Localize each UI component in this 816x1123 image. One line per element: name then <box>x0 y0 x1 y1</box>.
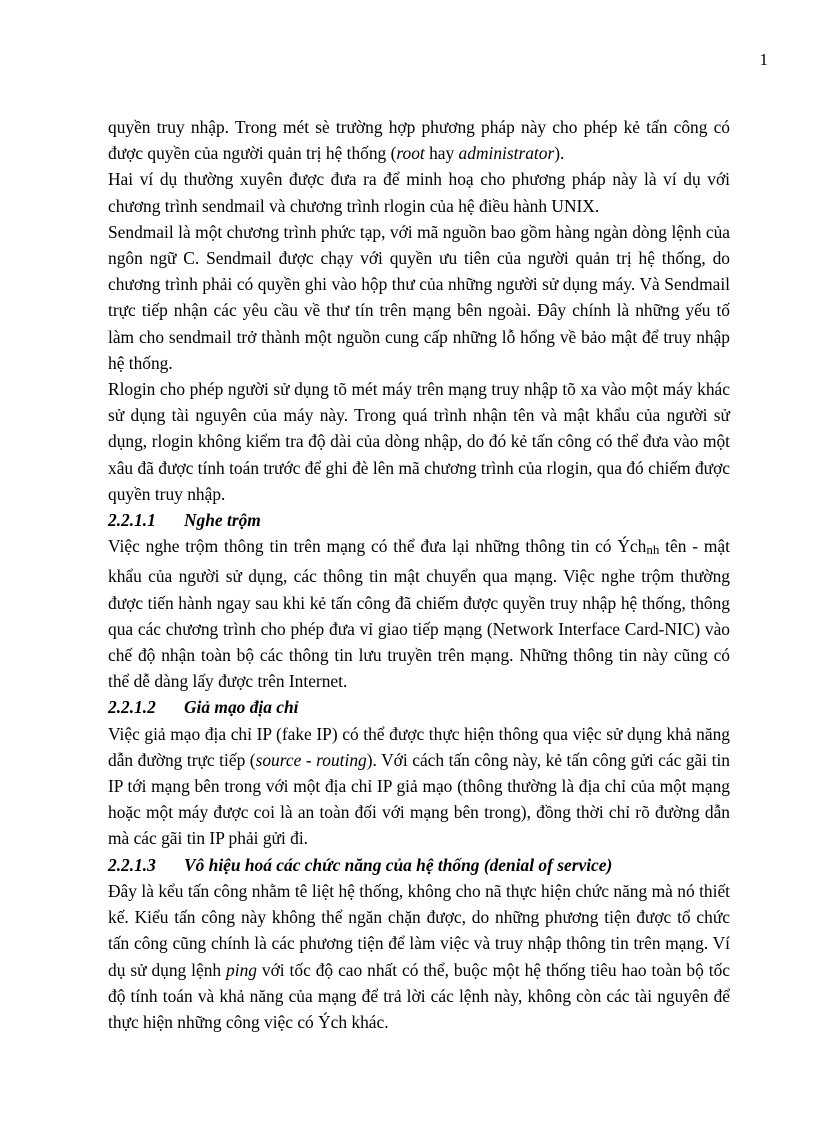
section-number: 2.2.1.1 <box>108 510 156 531</box>
text-run: tên - mật khẩu của người sử dụng, các thông tin mật chuyển qua mạng. Việc nghe trộm thường được tiến hành ngay sau khi kẻ tấn công đã chiếm được quyền truy nhập hệ thống, thông qua các chương trình cho phép đưa vỉ giao tiếp mạng (Network Interface Card-NIC) vào chế độ nhận toàn bộ các thông tin lưu truyền trên mạng. Những thông tin này cũng có thể dễ dàng lấy được trên Internet. <box>108 536 730 692</box>
text-run: với tốc độ cao nhất có thể, buộc một hệ thống tiêu hao toàn bộ tốc độ tính toán và khả năng của mạng để trả lời các lệnh này, không còn các tài nguyên để thực hiện những công việc có Ých khác. <box>108 959 730 1032</box>
paragraph-gia-mao <box>108 721 730 852</box>
section-title: Vô hiệu hoá các chức năng của hệ thống (denial of service) <box>184 854 613 875</box>
section-heading-gia-mao <box>108 694 730 720</box>
text-run: Việc nghe trộm thông tin trên mạng có thể đưa lại những thông tin có Ých <box>108 536 647 557</box>
page-number: 1 <box>759 50 768 69</box>
paragraph-denial-of-service <box>108 878 730 1035</box>
section-title: Giả mạo địa chỉ <box>184 697 299 718</box>
paragraph-rlogin: Rlogin cho phép người sử dụng tõ mét máy trên mạng truy nhập tõ xa vào một máy khác sử dụng tài nguyên của máy này. Trong quá trình nhận tên và mật khẩu của người sử dụng, rlogin không kiểm tra độ dài của dòng nhập, do đó kẻ tấn công có thể đưa vào một xâu đã được tính toán trước để ghi đè lên mã chương trình của rlogin, qua đó chiếm được quyền truy nhập. <box>108 379 730 504</box>
text-run: quyền truy nhập. Trong mét sè trường hợp phương pháp này cho phép kẻ tấn công có được quyền của người quản trị hệ thống ( <box>108 117 730 164</box>
text-run: ). Với cách tấn công này, kẻ tấn công gửi các gãi tin IP tới mạng bên trong với một địa chỉ IP giả mạo (thông thường là địa chỉ của một mạng hoặc một máy được coi là an toàn đối với mạng bên trong), đồng thời chỉ rõ đường dẫn mà các gãi tin IP phải gửi đi. <box>108 749 730 849</box>
section-title: Nghe trộm <box>184 510 261 531</box>
text-run: hay <box>424 143 459 164</box>
text-run: ). <box>554 143 565 164</box>
section-number: 2.2.1.3 <box>108 854 156 875</box>
document-body <box>108 114 730 1035</box>
term-root: root <box>396 143 425 164</box>
section-heading-nghe-trom <box>108 507 730 533</box>
term-ping: ping <box>226 959 257 980</box>
text-run: Việc giả mạo địa chỉ IP (fake IP) có thể được thực hiện thông qua việc sử dụng khả năng dẫn đường trực tiếp ( <box>108 723 730 770</box>
text-subscript: nh <box>646 542 660 558</box>
paragraph-nghe-trom <box>108 533 730 694</box>
term-source-routing: source - routing <box>255 749 367 770</box>
paragraph-intro <box>108 114 730 166</box>
text-run: Đây là kểu tấn công nhằm tê liệt hệ thống, không cho nã thực hiện chức năng mà nó thiết kế. Kiểu tấn công này không thể ngăn chặn được, do những phương tiện được tổ chức tấn công cũng chính là các phương tiện để làm việc và truy nhập thông tin trên mạng. Ví dụ sử dụng lệnh <box>108 880 730 980</box>
paragraph-examples: Hai ví dụ thường xuyên được đưa ra để minh hoạ cho phương pháp này là ví dụ với chương trình sendmail và chương trình rlogin của hệ điều hành UNIX. <box>108 169 730 216</box>
term-administrator: administrator <box>458 143 555 164</box>
section-number: 2.2.1.2 <box>108 697 156 718</box>
section-heading-denial-of-service <box>108 852 730 878</box>
paragraph-sendmail: Sendmail là một chương trình phức tạp, với mã nguồn bao gồm hàng ngàn dòng lệnh của ngôn ngữ C. Sendmail được chạy với quyền ưu tiên của người quản trị hệ thống, do chương trình phải có quyền ghi vào hộp thư của những người sử dụng máy. Và Sendmail trực tiếp nhận các yêu cầu về thư tín trên mạng bên ngoài. Đây chính là những yếu tố làm cho sendmail trở thành một nguồn cung cấp những lỗ hổng về bảo mật để truy nhập hệ thống. <box>108 221 730 373</box>
